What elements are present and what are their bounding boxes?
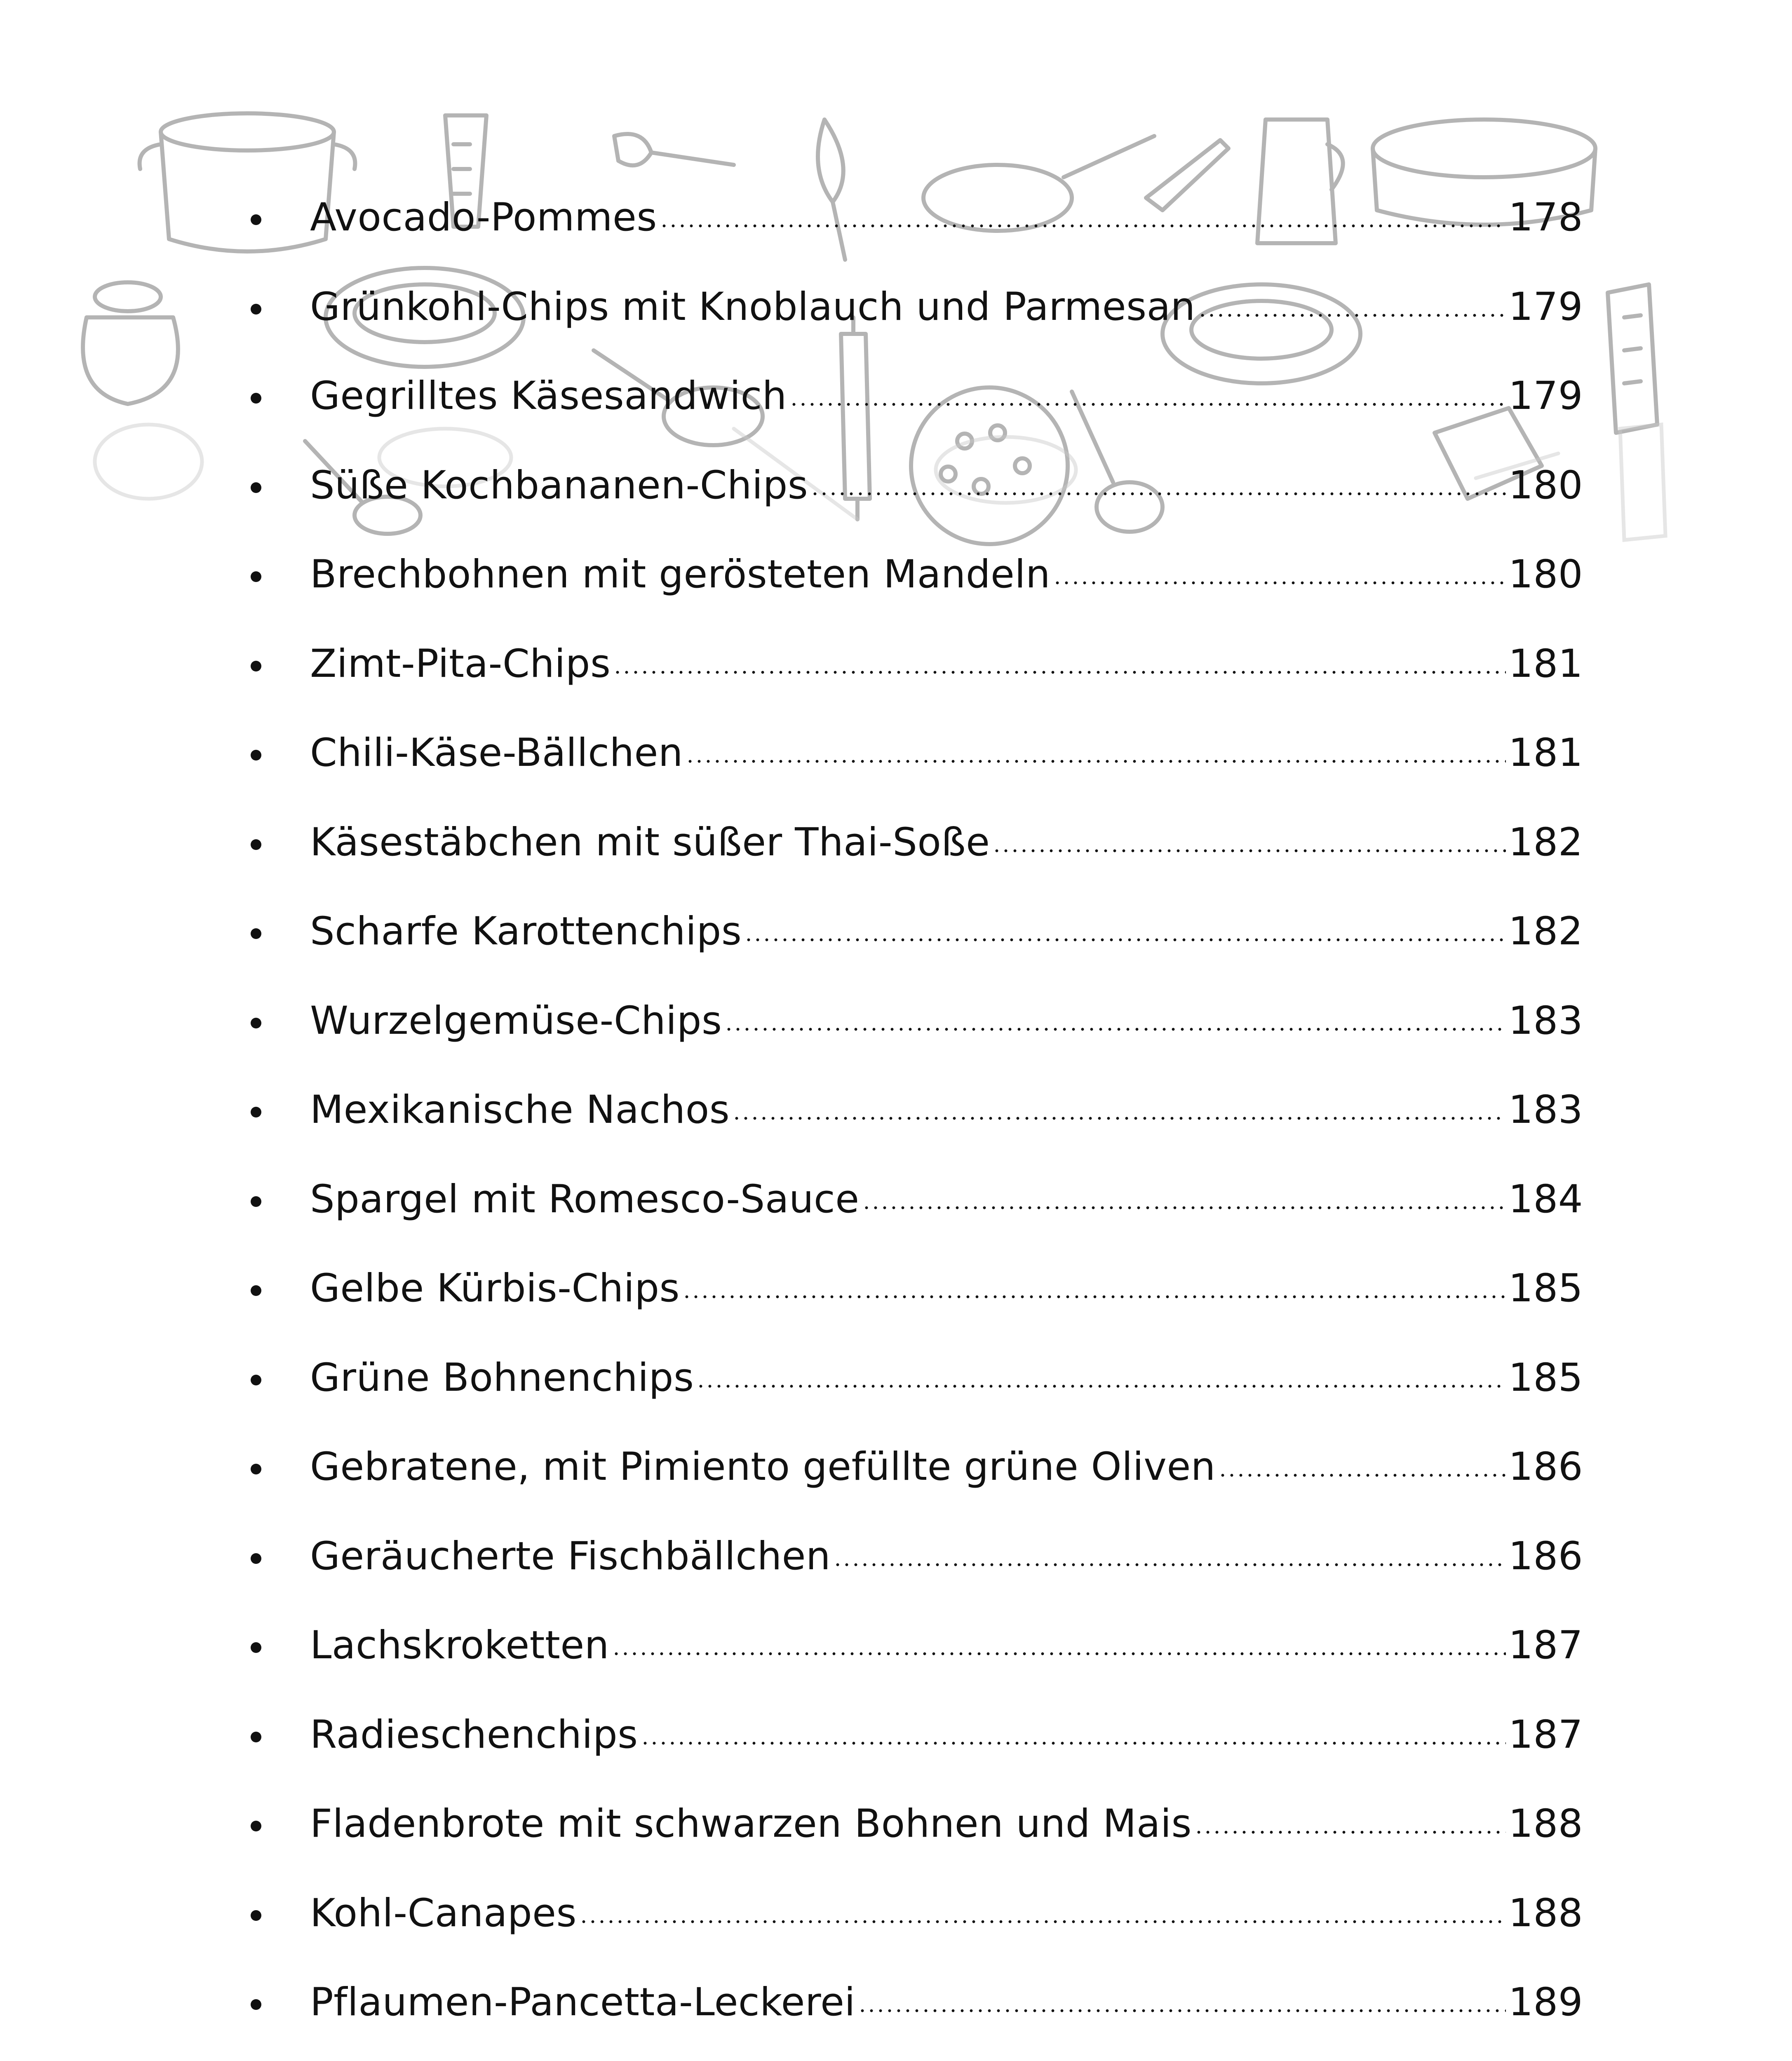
- toc-entry-page-number: 182: [1508, 819, 1583, 865]
- toc-entry-line: [310, 1176, 1583, 1222]
- kettle-icon: [83, 282, 178, 404]
- toc-entry[interactable]: [231, 1066, 1583, 1155]
- dot-leader: [613, 670, 1506, 674]
- toc-entry-page-number: 188: [1508, 1890, 1583, 1936]
- dot-leader: [810, 492, 1506, 496]
- toc-entry-line: [310, 462, 1583, 508]
- toc-entry-line: [310, 1266, 1583, 1311]
- toc-entry-page-number: 180: [1508, 462, 1583, 508]
- toc-entry[interactable]: [231, 352, 1583, 441]
- toc-entry-title: Grüne Bohnenchips: [310, 1355, 694, 1400]
- dot-leader: [862, 1206, 1506, 1210]
- bullet-icon: [251, 1285, 261, 1296]
- toc-entry-page-number: 187: [1508, 1623, 1583, 1668]
- toc-entry[interactable]: [231, 441, 1583, 531]
- grater-icon: [1608, 284, 1657, 433]
- bullet-icon: [251, 839, 261, 850]
- toc-entry[interactable]: [231, 530, 1583, 620]
- toc-entry-line: [310, 730, 1583, 776]
- toc-entry[interactable]: [231, 620, 1583, 709]
- toc-entry-title: Mexikanische Nachos: [310, 1087, 730, 1133]
- dot-leader: [612, 1652, 1506, 1656]
- toc-entry[interactable]: [231, 1869, 1583, 1958]
- toc-entry-line: [310, 284, 1583, 329]
- toc-entry-title: Wurzelgemüse-Chips: [310, 998, 722, 1043]
- toc-entry[interactable]: [231, 1958, 1583, 2047]
- toc-entry-title: Gelbe Kürbis-Chips: [310, 1266, 680, 1311]
- toc-entry-page-number: 188: [1508, 1801, 1583, 1847]
- bullet-icon: [251, 1999, 261, 2010]
- toc-entry-page-number: 184: [1508, 1176, 1583, 1222]
- toc-entry[interactable]: [231, 798, 1583, 887]
- bullet-icon: [251, 928, 261, 939]
- bullet-icon: [251, 1642, 261, 1653]
- toc-entry-title: Spargel mit Romesco-Sauce: [310, 1176, 860, 1222]
- bullet-icon: [251, 1375, 261, 1385]
- toc-entry-line: [310, 998, 1583, 1043]
- dot-leader: [744, 938, 1506, 942]
- dot-leader: [686, 759, 1506, 763]
- toc-entry-line: [310, 1890, 1583, 1936]
- toc-entry-line: [310, 1623, 1583, 1668]
- bullet-icon: [251, 661, 261, 671]
- toc-entry[interactable]: [231, 1155, 1583, 1244]
- toc-entry-line: [310, 909, 1583, 954]
- toc-entry-page-number: 186: [1508, 1533, 1583, 1579]
- toc-entry-page-number: 179: [1508, 373, 1583, 419]
- toc-entry-page-number: 181: [1508, 730, 1583, 776]
- toc-entry-title: Gebratene, mit Pimiento gefüllte grüne Oliven: [310, 1444, 1216, 1490]
- toc-entry[interactable]: [231, 709, 1583, 798]
- toc-entry-page-number: 178: [1508, 195, 1583, 240]
- dot-leader: [858, 2009, 1506, 2013]
- toc-entry-page-number: 189: [1508, 1980, 1583, 2025]
- dot-leader: [641, 1741, 1506, 1745]
- toc-entry[interactable]: [231, 173, 1583, 263]
- toc-entry-line: [310, 1980, 1583, 2025]
- toc-entry-line: [310, 641, 1583, 686]
- toc-entry-page-number: 185: [1508, 1355, 1583, 1400]
- toc-entry-page-number: 183: [1508, 998, 1583, 1043]
- dot-leader: [732, 1116, 1506, 1120]
- dot-leader: [1053, 581, 1506, 585]
- bullet-icon: [251, 1732, 261, 1742]
- toc-entry[interactable]: [231, 1423, 1583, 1512]
- toc-entry-title: Radieschenchips: [310, 1712, 638, 1757]
- toc-entry-title: Fladenbrote mit schwarzen Bohnen und Mais: [310, 1801, 1192, 1847]
- toc-entry-line: [310, 1087, 1583, 1133]
- toc-entry[interactable]: [231, 2047, 1583, 2061]
- toc-entry-title: Geräucherte Fischbällchen: [310, 1533, 831, 1579]
- dot-leader: [789, 402, 1506, 406]
- toc-entry-line: [310, 1533, 1583, 1579]
- toc-entry-title: Zimt-Pita-Chips: [310, 641, 611, 686]
- toc-entry-title: Pflaumen-Pancetta-Leckerei: [310, 1980, 856, 2025]
- toc-entry-line: [310, 373, 1583, 419]
- toc-entry-title: Avocado-Pommes: [310, 195, 657, 240]
- dot-leader: [992, 849, 1506, 853]
- toc-entry-title: Süße Kochbananen-Chips: [310, 462, 808, 508]
- toc-entry-title: Lachskroketten: [310, 1623, 609, 1668]
- bullet-icon: [251, 571, 261, 582]
- toc-entry-page-number: 183: [1508, 1087, 1583, 1133]
- toc-entry-page-number: 181: [1508, 641, 1583, 686]
- dot-leader: [1194, 1830, 1506, 1834]
- toc-entry[interactable]: [231, 1601, 1583, 1690]
- bullet-icon: [251, 1553, 261, 1564]
- toc-entry-title: Gegrilltes Käsesandwich: [310, 373, 787, 419]
- toc-entry-line: [310, 1801, 1583, 1847]
- toc-entry-title: Chili-Käse-Bällchen: [310, 730, 683, 776]
- toc-entry-page-number: 187: [1508, 1712, 1583, 1757]
- toc-entry-line: [310, 1355, 1583, 1400]
- ladle-icon: [614, 134, 734, 165]
- bullet-icon: [251, 1464, 261, 1474]
- toc-entry-title: Scharfe Karottenchips: [310, 909, 742, 954]
- toc-entry-page-number: 186: [1508, 1444, 1583, 1490]
- dot-leader: [696, 1384, 1506, 1388]
- bullet-icon: [251, 1107, 261, 1117]
- toc-entry[interactable]: [231, 1690, 1583, 1780]
- bullet-icon: [251, 750, 261, 761]
- dot-leader: [1218, 1473, 1506, 1477]
- table-of-contents: [231, 173, 1583, 2061]
- dot-leader: [660, 224, 1506, 228]
- toc-entry[interactable]: [231, 1333, 1583, 1423]
- dot-leader: [579, 1920, 1506, 1924]
- toc-entry-line: [310, 552, 1583, 597]
- toc-entry-page-number: 182: [1508, 909, 1583, 954]
- toc-entry[interactable]: [231, 1779, 1583, 1869]
- toc-entry-title: Grünkohl-Chips mit Knoblauch und Parmesan: [310, 284, 1195, 329]
- toc-entry-page-number: 179: [1508, 284, 1583, 329]
- dot-leader: [682, 1295, 1506, 1299]
- toc-entry-line: [310, 1712, 1583, 1757]
- toc-entry-title: Käsestäbchen mit süßer Thai-Soße: [310, 819, 990, 865]
- toc-entry-line: [310, 1444, 1583, 1490]
- toc-entry-title: Brechbohnen mit gerösteten Mandeln: [310, 552, 1051, 597]
- toc-entry-line: [310, 819, 1583, 865]
- toc-entry-title: Kohl-Canapes: [310, 1890, 577, 1936]
- bullet-icon: [251, 1910, 261, 1921]
- bullet-icon: [251, 482, 261, 493]
- bullet-icon: [251, 304, 261, 315]
- toc-entry[interactable]: [231, 1512, 1583, 1601]
- toc-entry[interactable]: [231, 1244, 1583, 1333]
- dot-leader: [833, 1563, 1506, 1567]
- bullet-icon: [251, 393, 261, 404]
- toc-entry[interactable]: [231, 887, 1583, 977]
- bullet-icon: [251, 1018, 261, 1028]
- bullet-icon: [251, 1196, 261, 1207]
- toc-entry-page-number: 180: [1508, 552, 1583, 597]
- bullet-icon: [251, 214, 261, 225]
- dot-leader: [1198, 313, 1506, 317]
- toc-entry[interactable]: [231, 977, 1583, 1066]
- toc-entry-page-number: 185: [1508, 1266, 1583, 1311]
- dot-leader: [724, 1027, 1506, 1031]
- toc-entry[interactable]: [231, 263, 1583, 352]
- toc-entry-line: [310, 195, 1583, 240]
- bullet-icon: [251, 1821, 261, 1831]
